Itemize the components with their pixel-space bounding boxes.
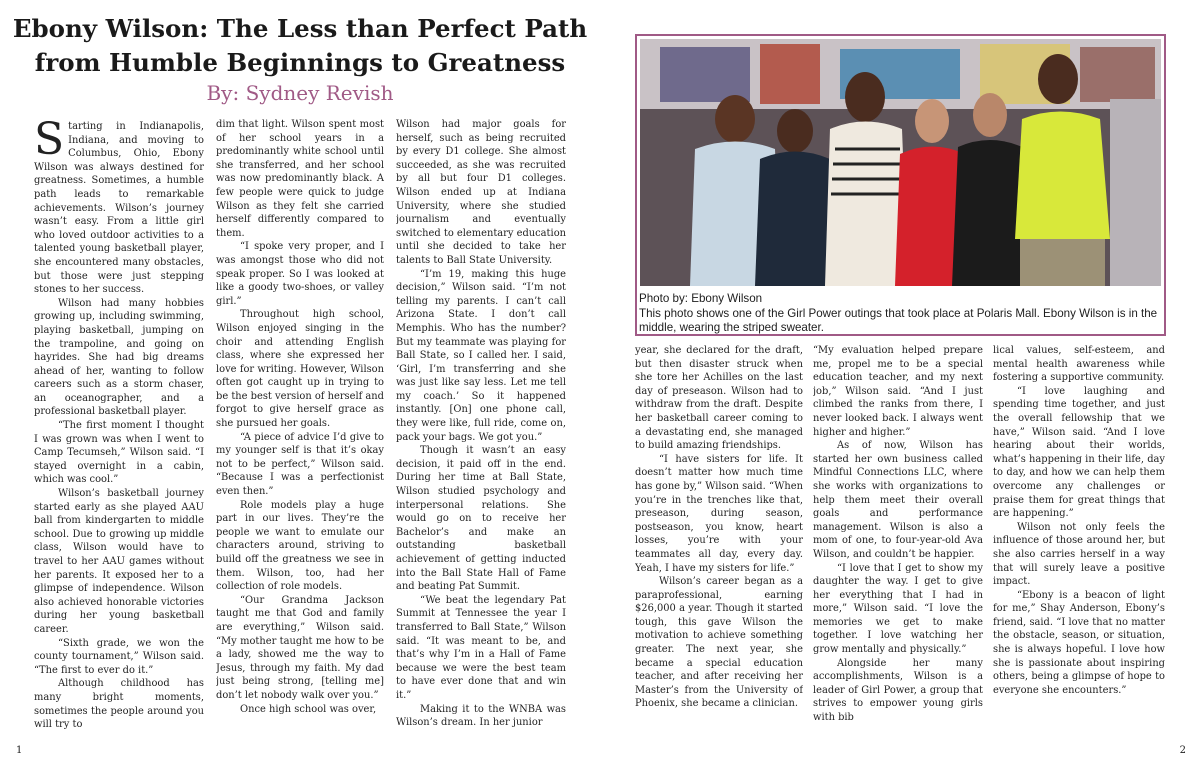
byline: By: Sydney Revish	[206, 81, 394, 105]
paragraph: “Sixth grade, we won the county tournament,” Wilson said. “The first to ever do it.”	[34, 637, 204, 676]
drop-cap: S	[34, 120, 65, 165]
paragraph: “I have sisters for life. It doesn’t matter how much time has gone by,” Wilson said. “When you’re in the trenches like that, preseason, during season, postseason, you know, heart losses, you’re with your teammates all day, every day. Yeah, I have my sisters for life.”	[635, 453, 803, 574]
paragraph: Although childhood has many bright moments, sometimes the people around you will try to	[34, 678, 204, 731]
left-column-1	[34, 120, 204, 750]
page-number: 1	[16, 745, 23, 756]
paragraph: Wilson had many hobbies growing up, including swimming, playing basketball, jumping on the trampoline, and going on hayrides. She had big dreams ahead of her, wanting to follow careers such as a storm chaser, an oceanographer, and a professional basketball player.	[34, 297, 204, 418]
right-page	[600, 0, 1200, 776]
right-column-2	[813, 344, 983, 744]
photo-credit: Photo by: Ebony Wilson	[639, 292, 763, 305]
paragraph: “I love laughing and spending time together, and just the overall fellowship that we have,” Wilson said. “And I love hearing about their worlds, what’s happening in their life, day to day, and how we can help them overcome any challenges or praise them for great things that are happening.”	[993, 385, 1165, 520]
paragraph: “My evaluation helped prepare me, propel me to be a special education teacher, and my next job,” Wilson said. “And I just climbed the ranks from there, I never looked back. I always went higher and higher.”	[813, 345, 983, 438]
paragraph: “We beat the legendary Pat Summit at Tennessee the year I transferred to Ball State,” Wilson said. “It was meant to be, and that’s why I’m in a Hall of Fame because we were the best team to have ever done that and win it.”	[396, 594, 566, 701]
photo-description: This photo shows one of the Girl Power outings that took place at Polaris Mall. Ebony Wilson is in the middle, wearing the striped sweater.	[639, 306, 1158, 334]
paragraph: dim that light. Wilson spent most of her school years in a predominantly white school until she transferred, and her school was now predominantly black. A few people were quick to judge Wilson as they felt she carried herself differently compared to them.	[216, 119, 384, 239]
paragraph: Wilson not only feels the influence of those around her, but she also carries herself in a way that will surely leave a positive impact.	[993, 521, 1165, 588]
paragraph: “The first moment I thought I was grown was when I went to Camp Tecumseh,” Wilson said. “I stayed overnight in a cabin, which was cool.”	[34, 420, 204, 486]
right-column-1	[635, 344, 803, 744]
paragraph: Though it wasn’t an easy decision, it paid off in the end. During her time at Ball State, Wilson studied psychology and interpersonal relations. She would go on to receive her Bachelor’s and make an outstanding basketball achievement of getting inducted into the Ball State Hall of Fame and beating Pat Summit.	[396, 445, 566, 593]
paragraph: Wilson’s basketball journey started early as she played AAU ball from kindergarten to middle school. Due to growing up middle class, Wilson would have to travel to her AAU games without her parents. It exposed her to a glimpse of independence. Wilson also achieved honorable victories during her young basketball career.	[34, 488, 204, 635]
paragraph: Role models play a huge part in our lives. They’re the people we want to emulate our characters around, striving to build off the greatness we see in them. Wilson, too, had her collection of role models.	[216, 499, 384, 593]
photo-caption	[639, 292, 1162, 336]
paragraph: “I spoke very proper, and I was amongst those who did not speak proper. So I was looked at like a goody two-shoes, or valley girl.”	[216, 241, 384, 307]
paragraph: “I’m 19, making this huge decision,” Wilson said. “I’m not telling my parents. I can’t call Arizona State. I don’t call Memphis. Who has the number? But my teammate was playing for Ball State, so I called her. I said, ‘Girl, I’m transferring and she was just like say less. Let me tell my coach.’ So it happened instantly. [On] one phone call, they were like, full ride, come on, pack your bags. We got you.”	[396, 268, 566, 443]
paragraph: As of now, Wilson has started her own business called Mindful Connections LLC, where she works with organizations to help them meet their overall goals and performance management. Wilson is also a mom of one, to four-year-old Ava Wilson, and couldn’t be happier.	[813, 440, 983, 560]
paragraph: Making it to the WNBA was Wilson’s dream. In her junior	[396, 703, 566, 729]
paragraph: Wilson had major goals for herself, such as being recruited by every D1 college. She almost succeeded, as she was recruited by all but four D1 colleges. Wilson ended up at Indiana University, where she studied journalism and eventually switched to elementary education until she decided to take her talents to Ball State University.	[396, 119, 566, 266]
paragraph: “Ebony is a beacon of light for me,” Shay Anderson, Ebony’s friend, said. “I love that no matter the obstacle, season, or situation, she is always hopeful. I love how she is passionate about inspiring others, being a glimpse of hope to everyone she encounters.”	[993, 589, 1165, 696]
right-column-3	[993, 344, 1165, 744]
title-line-2: from Humble Beginnings to Greatness	[34, 48, 566, 77]
paragraph	[34, 120, 204, 297]
left-column-2	[216, 118, 384, 750]
photo-frame	[635, 34, 1166, 336]
title-line-1: Ebony Wilson: The Less than Perfect Path	[12, 14, 588, 43]
paragraph: Throughout high school, Wilson enjoyed singing in the choir and attending English class, where she expressed her love for writing. However, Wilson often got caught up in trying to be the best version of herself and forgot to give herself grace as she pursued her goals.	[216, 309, 384, 430]
group-photo-icon	[640, 39, 1161, 286]
paragraph: lical values, self-esteem, and mental health awareness while fostering a supportive community.	[993, 345, 1165, 384]
paragraph: Wilson’s career began as a paraprofessional, earning $26,000 a year. Though it started tough, this gave Wilson the motivation to achieve something greater. The next year, she became a special education teacher, and after receiving her Master’s from the University of Phoenix, she became a clinician.	[635, 576, 803, 710]
paragraph: year, she declared for the draft, but then disaster struck when she tore her Achilles on the last day of preseason. Wilson had to withdraw from the draft. Despite her basketball career coming to a devastating end, she managed to build amazing friendships.	[635, 345, 803, 452]
page-number: 2	[1179, 745, 1186, 756]
paragraph-text: tarting in Indianapolis, Indiana, and moving to Columbus, Ohio, Ebony Wilson was always destined for greatness. Sometimes, a humble path leads to remarkable achievements. Wilson’s journey wasn’t easy. From a little girl who loved outdoor activities to a talented young basketball player, she encountered many obstacles, but those were just stepping stones to her success.	[34, 121, 204, 296]
article-title	[10, 12, 590, 80]
paragraph: Once high school was over,	[240, 703, 377, 715]
paragraph: “Our Grandma Jackson taught me that God and family are everything,” Wilson said. “My mother taught me how to be a lady, showed me the way to Jesus, through my faith. My dad just being strong, [telling me] don’t let nobody walk over you.”	[216, 594, 384, 701]
left-column-3	[396, 118, 566, 750]
paragraph: “A piece of advice I’d give to my younger self is that it’s okay not to be perfect,” Wilson said. “Because I was a perfectionist even then.”	[216, 431, 384, 498]
paragraph: Alongside her many accomplishments, Wilson is a leader of Girl Power, a group that strives to empower young girls with bib	[813, 657, 983, 724]
paragraph: “I love that I get to show my daughter the way. I get to give her everything that I had in more,” Wilson said. “I love the memories we get to make together. I love watching her grow mentally and physically.”	[813, 562, 983, 656]
